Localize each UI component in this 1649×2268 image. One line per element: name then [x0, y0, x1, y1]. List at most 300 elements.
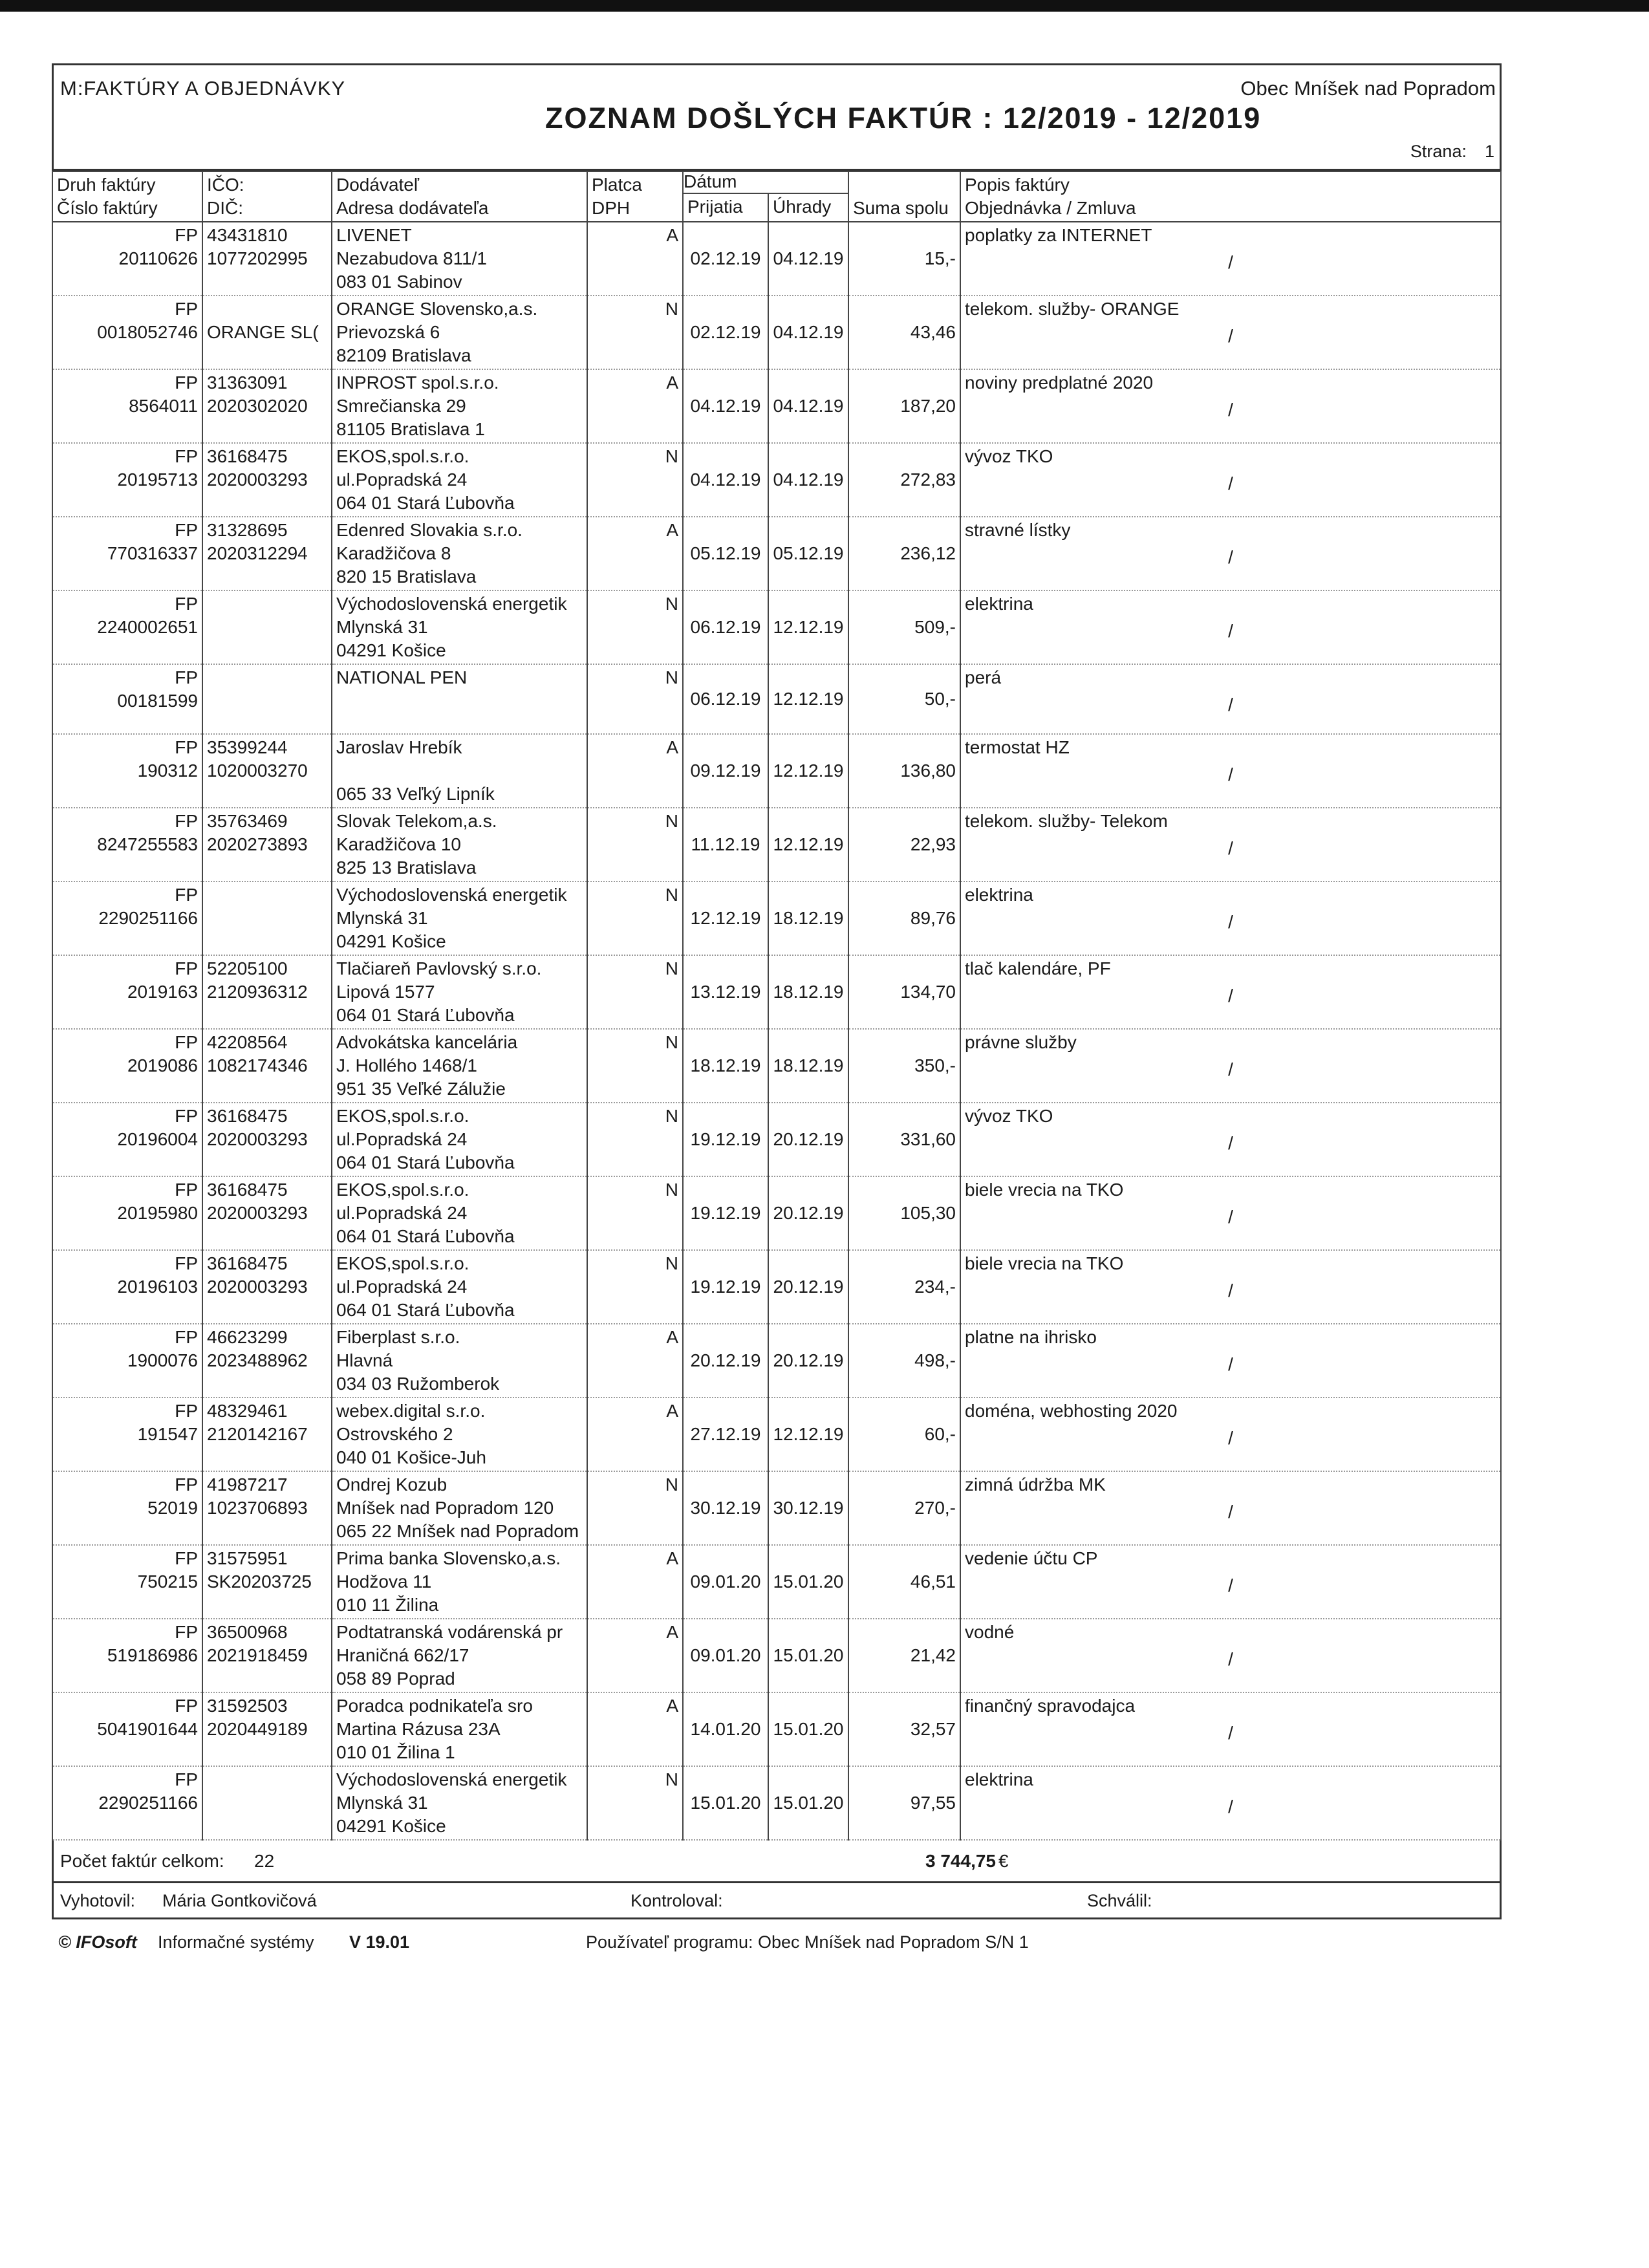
supplier-name: Ondrej Kozub: [336, 1474, 447, 1495]
description-text: perá: [965, 667, 1002, 687]
invoice-type: FP: [175, 299, 198, 319]
table-row: [52, 664, 1501, 734]
supplier-address-line: J. Hollého 1468/1: [336, 1055, 477, 1075]
supplier-name: Tlačiareň Pavlovský s.r.o.: [336, 958, 542, 978]
col-ico: IČO:: [207, 175, 244, 195]
col-vat: Platca DPH: [587, 171, 683, 222]
description-text: vývoz TKO: [965, 1106, 1053, 1126]
supplier-postal-line: 064 01 Stará Ľubovňa: [336, 1226, 515, 1246]
supplier-ico: 35763469: [207, 811, 288, 831]
supplier-name: webex.digital s.r.o.: [336, 1401, 486, 1421]
order-reference: /: [1228, 1575, 1233, 1595]
supplier-name: Východoslovenská energetik: [336, 594, 567, 614]
vat-payer: N: [587, 296, 683, 369]
table-row: [52, 1250, 1501, 1324]
supplier-ico: 48329461: [207, 1401, 288, 1421]
vat-payer: N: [587, 1471, 683, 1545]
supplier-address-line: ul.Popradská 24: [336, 1129, 468, 1149]
table-row: [52, 369, 1501, 443]
invoice-number: 2290251166: [98, 908, 198, 928]
supplier-dic: 2020302020: [207, 396, 308, 416]
supplier-address-line: Nezabudova 811/1: [336, 248, 487, 268]
date-paid: 12.12.19: [768, 664, 848, 734]
date-paid: 18.12.19: [768, 955, 848, 1029]
supplier-dic: 2021918459: [207, 1645, 308, 1665]
supplier-ids: [202, 881, 332, 955]
order-reference: /: [1228, 252, 1233, 272]
supplier-postal-line: 064 01 Stará Ľubovňa: [336, 1300, 515, 1320]
invoice-description: [960, 955, 1501, 1029]
vat-payer: A: [587, 1545, 683, 1619]
description-text: vodné: [965, 1622, 1015, 1642]
invoice-sum: 236,12: [848, 517, 960, 590]
invoice-type: FP: [175, 1032, 198, 1052]
supplier-dic: 1077202995: [207, 248, 308, 268]
copyright: © IFOsoft: [58, 1932, 137, 1952]
date-paid: 04.12.19: [768, 222, 848, 296]
description-text: biele vrecia na TKO: [965, 1180, 1124, 1200]
supplier-ids: [202, 1692, 332, 1766]
invoice-type-number: [52, 517, 202, 590]
supplier-ids: [202, 517, 332, 590]
table-row: [52, 1324, 1501, 1398]
invoice-description: [960, 1619, 1501, 1692]
invoice-type-number: [52, 1545, 202, 1619]
supplier-postal-line: 065 22 Mníšek nad Popradom: [336, 1521, 579, 1541]
supplier-address-line: Hodžova 11: [336, 1571, 432, 1592]
vat-payer: N: [587, 1250, 683, 1324]
invoice-sum: 46,51: [848, 1545, 960, 1619]
supplier-info: [332, 369, 587, 443]
table-row: [52, 1471, 1501, 1545]
supplier-info: [332, 517, 587, 590]
supplier-info: [332, 1103, 587, 1176]
date-received: 02.12.19: [683, 222, 768, 296]
date-paid: 12.12.19: [768, 734, 848, 808]
description-text: tlač kalendáre, PF: [965, 958, 1111, 978]
supplier-name: INPROST spol.s.r.o.: [336, 373, 499, 393]
invoice-description: [960, 1103, 1501, 1176]
supplier-address-line: Prievozská 6: [336, 322, 440, 342]
date-paid: 20.12.19: [768, 1324, 848, 1398]
description-text: platne na ihrisko: [965, 1327, 1097, 1347]
supplier-info: [332, 1545, 587, 1619]
date-received: 14.01.20: [683, 1692, 768, 1766]
col-order: Objednávka / Zmluva: [965, 198, 1136, 218]
invoice-number: 2019163: [127, 982, 198, 1002]
supplier-address-line: Lipová 1577: [336, 982, 435, 1002]
order-reference: /: [1228, 1649, 1233, 1669]
supplier-ico: 42208564: [207, 1032, 288, 1052]
table-row: [52, 222, 1501, 296]
supplier-ids: [202, 1766, 332, 1840]
table-header-row: [52, 171, 1501, 193]
invoice-type: FP: [175, 446, 198, 466]
invoice-number: 20110626: [118, 248, 198, 268]
supplier-address-line: [336, 689, 583, 713]
invoice-type: FP: [175, 1327, 198, 1347]
supplier-ico: 41987217: [207, 1474, 288, 1495]
supplier-ids: [202, 1029, 332, 1103]
description-text: biele vrecia na TKO: [965, 1253, 1124, 1273]
table-row: [52, 1766, 1501, 1840]
supplier-postal-line: 064 01 Stará Ľubovňa: [336, 493, 515, 513]
table-row: [52, 296, 1501, 369]
supplier-name: Edenred Slovakia s.r.o.: [336, 520, 523, 540]
date-received: 09.01.20: [683, 1545, 768, 1619]
description-text: vývoz TKO: [965, 446, 1053, 466]
supplier-postal-line: 065 33 Veľký Lipník: [336, 784, 495, 804]
description-text: poplatky za INTERNET: [965, 225, 1152, 245]
supplier-ids: [202, 222, 332, 296]
invoice-sum: 272,83: [848, 443, 960, 517]
supplier-dic: 1082174346: [207, 1055, 308, 1075]
supplier-ids: [202, 1324, 332, 1398]
page-indicator: [1410, 142, 1494, 162]
invoice-description: [960, 590, 1501, 664]
invoice-description: [960, 1250, 1501, 1324]
invoice-description: [960, 1471, 1501, 1545]
supplier-info: [332, 590, 587, 664]
supplier-dic: 2023488962: [207, 1350, 308, 1370]
vat-payer: N: [587, 664, 683, 734]
supplier-postal-line: 010 11 Žilina: [336, 1595, 439, 1615]
date-paid: 12.12.19: [768, 590, 848, 664]
supplier-ids: [202, 1471, 332, 1545]
invoice-sum: 270,-: [848, 1471, 960, 1545]
vat-payer: A: [587, 517, 683, 590]
vat-payer: A: [587, 1619, 683, 1692]
invoice-type-number: [52, 1029, 202, 1103]
supplier-ids: [202, 1176, 332, 1250]
date-paid: 15.01.20: [768, 1619, 848, 1692]
invoice-type: FP: [175, 811, 198, 831]
col-date: Dátum: [683, 171, 848, 193]
supplier-name: Poradca podnikateľa sro: [336, 1696, 533, 1716]
order-reference: /: [1228, 764, 1233, 784]
order-reference: /: [1228, 547, 1233, 567]
invoice-number: 52019: [147, 1498, 198, 1518]
invoice-sum: 60,-: [848, 1398, 960, 1471]
table-row: [52, 1398, 1501, 1471]
supplier-name: LIVENET: [336, 225, 412, 245]
description-text: zimná údržba MK: [965, 1474, 1106, 1495]
supplier-address-line: Mlynská 31: [336, 617, 428, 637]
supplier-dic: SK20203725: [207, 1571, 312, 1592]
invoice-number: 8247255583: [97, 834, 198, 854]
col-desc: Popis faktúry: [965, 175, 1070, 195]
date-paid: 04.12.19: [768, 443, 848, 517]
invoice-type-number: [52, 443, 202, 517]
supplier-address-line: Mlynská 31: [336, 908, 428, 928]
supplier-ico: 43431810: [207, 225, 288, 245]
table-row: [52, 1029, 1501, 1103]
invoice-number: 5041901644: [97, 1719, 198, 1739]
supplier-postal-line: 058 89 Poprad: [336, 1669, 455, 1689]
supplier-name: Východoslovenská energetik: [336, 885, 567, 905]
invoice-type: FP: [175, 1622, 198, 1642]
supplier-ids: [202, 369, 332, 443]
supplier-name: Jaroslav Hrebík: [336, 737, 462, 757]
col-sum: Suma spolu: [848, 171, 960, 222]
supplier-ids: [202, 590, 332, 664]
supplier-ids: [202, 1103, 332, 1176]
supplier-info: [332, 881, 587, 955]
vat-payer: N: [587, 590, 683, 664]
supplier-postal-line: 064 01 Stará Ľubovňa: [336, 1152, 515, 1172]
invoice-type: FP: [175, 667, 198, 687]
invoice-description: [960, 664, 1501, 734]
date-received: 19.12.19: [683, 1103, 768, 1176]
invoice-type-number: [52, 1103, 202, 1176]
date-received: 13.12.19: [683, 955, 768, 1029]
supplier-dic: ORANGE SL(: [207, 322, 319, 342]
supplier-name: Advokátska kancelária: [336, 1032, 518, 1052]
invoice-number: 0018052746: [97, 322, 198, 342]
invoice-sum: 43,46: [848, 296, 960, 369]
order-reference: /: [1228, 1797, 1233, 1817]
order-reference: /: [1228, 695, 1233, 715]
supplier-ico: 36168475: [207, 1106, 288, 1126]
scan-edge: [0, 0, 1649, 12]
invoice-sum: 97,55: [848, 1766, 960, 1840]
invoice-sum: 331,60: [848, 1103, 960, 1176]
description-text: noviny predplatné 2020: [965, 373, 1154, 393]
supplier-ico: 31592503: [207, 1696, 288, 1716]
module-name: M:FAKTÚRY A OBJEDNÁVKY: [60, 77, 346, 100]
invoice-description: [960, 881, 1501, 955]
invoice-type-number: [52, 955, 202, 1029]
invoice-number: 20196004: [117, 1129, 198, 1149]
supplier-info: [332, 1766, 587, 1840]
supplier-info: [332, 664, 587, 734]
supplier-ico: [207, 666, 327, 689]
supplier-address-line: Hlavná: [336, 1350, 393, 1370]
supplier-info: [332, 1398, 587, 1471]
table-row: [52, 955, 1501, 1029]
invoice-type-number: [52, 1471, 202, 1545]
order-reference: /: [1228, 1207, 1233, 1227]
order-reference: /: [1228, 986, 1233, 1006]
report-header: [52, 63, 1502, 171]
invoice-description: [960, 443, 1501, 517]
date-paid: 05.12.19: [768, 517, 848, 590]
invoice-number: 8564011: [129, 396, 198, 416]
date-received: 15.01.20: [683, 1766, 768, 1840]
supplier-name: Slovak Telekom,a.s.: [336, 811, 497, 831]
supplier-name: EKOS,spol.s.r.o.: [336, 1180, 469, 1200]
supplier-name: EKOS,spol.s.r.o.: [336, 446, 469, 466]
supplier-ico: 36168475: [207, 1180, 288, 1200]
supplier-dic: 2020449189: [207, 1719, 308, 1739]
invoice-type-number: [52, 1766, 202, 1840]
supplier-postal-line: 81105 Bratislava 1: [336, 419, 485, 439]
invoice-sum: 350,-: [848, 1029, 960, 1103]
supplier-info: [332, 734, 587, 808]
invoice-description: [960, 517, 1501, 590]
supplier-ico: 35399244: [207, 737, 288, 757]
vat-payer: N: [587, 1103, 683, 1176]
prepared-name: Mária Gontkovičová: [162, 1891, 317, 1910]
date-received: 05.12.19: [683, 517, 768, 590]
supplier-info: [332, 296, 587, 369]
supplier-ico: 36168475: [207, 446, 288, 466]
supplier-dic: 2020003293: [207, 1129, 308, 1149]
date-paid: 12.12.19: [768, 808, 848, 881]
date-paid: 04.12.19: [768, 369, 848, 443]
supplier-name: NATIONAL PEN: [336, 667, 468, 687]
description-text: elektrina: [965, 1769, 1033, 1789]
grand-total-value: 3 744,75: [925, 1850, 996, 1871]
description-text: vedenie účtu CP: [965, 1548, 1098, 1568]
invoice-description: [960, 369, 1501, 443]
order-reference: /: [1228, 1280, 1233, 1301]
invoice-number: 191547: [137, 1424, 198, 1444]
description-text: elektrina: [965, 594, 1033, 614]
table-row: [52, 1545, 1501, 1619]
description-text: doména, webhosting 2020: [965, 1401, 1178, 1421]
date-paid: 18.12.19: [768, 881, 848, 955]
supplier-dic: 1020003270: [207, 761, 308, 781]
invoice-number: 2240002651: [97, 617, 198, 637]
table-row: [52, 443, 1501, 517]
date-received: 30.12.19: [683, 1471, 768, 1545]
product-version: V 19.01: [349, 1932, 410, 1952]
supplier-postal-line: 04291 Košice: [336, 931, 446, 951]
checked-label: Kontroloval:: [630, 1891, 723, 1910]
supplier-ico: 36500968: [207, 1622, 288, 1642]
supplier-postal-line: 04291 Košice: [336, 640, 446, 660]
date-received: 09.12.19: [683, 734, 768, 808]
description-text: telekom. služby- Telekom: [965, 811, 1168, 831]
date-received: 09.01.20: [683, 1619, 768, 1692]
supplier-name: Prima banka Slovensko,a.s.: [336, 1548, 561, 1568]
vat-payer: A: [587, 734, 683, 808]
invoice-sum: 22,93: [848, 808, 960, 881]
supplier-info: [332, 222, 587, 296]
table-row: [52, 1619, 1501, 1692]
supplier-ids: [202, 1545, 332, 1619]
supplier-dic: 2020003293: [207, 470, 308, 490]
col-type-number: [52, 171, 202, 222]
invoice-number: 20195980: [117, 1203, 198, 1223]
invoice-description: [960, 808, 1501, 881]
supplier-info: [332, 955, 587, 1029]
col-type: Druh faktúry: [57, 175, 156, 195]
supplier-postal-line: 010 01 Žilina 1: [336, 1742, 455, 1762]
invoice-type: FP: [175, 1253, 198, 1273]
supplier-address-line: [336, 759, 583, 783]
description-text: telekom. služby- ORANGE: [965, 299, 1180, 319]
invoice-description: [960, 1692, 1501, 1766]
vat-payer: N: [587, 1176, 683, 1250]
table-row: [52, 1692, 1501, 1766]
supplier-address-line: Karadžičova 8: [336, 543, 451, 563]
order-reference: /: [1228, 400, 1233, 420]
invoice-type-number: [52, 664, 202, 734]
supplier-postal-line: 083 01 Sabinov: [336, 272, 462, 292]
order-reference: /: [1228, 838, 1233, 858]
order-reference: /: [1228, 1723, 1233, 1743]
organization-name: Obec Mníšek nad Popradom: [1240, 77, 1496, 100]
date-received: 11.12.19: [683, 808, 768, 881]
vat-payer: N: [587, 808, 683, 881]
invoice-sum: 21,42: [848, 1619, 960, 1692]
supplier-ids: [202, 296, 332, 369]
order-reference: /: [1228, 912, 1233, 932]
invoice-type-number: [52, 734, 202, 808]
invoice-type: FP: [175, 1474, 198, 1495]
supplier-address-line: ul.Popradská 24: [336, 1277, 468, 1297]
invoice-number: 20195713: [117, 470, 198, 490]
supplier-ico: [207, 883, 327, 907]
date-received: 02.12.19: [683, 296, 768, 369]
report-title: ZOZNAM DOŠLÝCH FAKTÚR : 12/2019 - 12/2019: [545, 102, 1262, 135]
invoice-description: [960, 222, 1501, 296]
vat-payer: N: [587, 1029, 683, 1103]
date-paid: 30.12.19: [768, 1471, 848, 1545]
supplier-postal-line: 064 01 Stará Ľubovňa: [336, 1005, 515, 1025]
vat-payer: N: [587, 881, 683, 955]
supplier-address-line: Ostrovského 2: [336, 1424, 453, 1444]
table-row: [52, 590, 1501, 664]
supplier-info: [332, 1029, 587, 1103]
supplier-dic: 1023706893: [207, 1498, 308, 1518]
supplier-ico: [207, 297, 327, 321]
table-row: [52, 734, 1501, 808]
date-paid: 20.12.19: [768, 1103, 848, 1176]
invoice-number: 1900076: [127, 1350, 198, 1370]
description-text: termostat HZ: [965, 737, 1070, 757]
supplier-ico: 52205100: [207, 958, 288, 978]
count-label: Počet faktúr celkom:: [60, 1850, 224, 1871]
col-number: Číslo faktúry: [57, 198, 158, 218]
supplier-ids: [202, 1619, 332, 1692]
supplier-name: Podtatranská vodárenská pr: [336, 1622, 563, 1642]
invoice-sum: 498,-: [848, 1324, 960, 1398]
supplier-postal-line: 034 03 Ružomberok: [336, 1374, 500, 1394]
supplier-address-line: ul.Popradská 24: [336, 470, 468, 490]
invoice-type: FP: [175, 520, 198, 540]
supplier-dic: 2020273893: [207, 834, 308, 854]
supplier-ico: 31363091: [207, 373, 288, 393]
col-description: [960, 171, 1501, 222]
invoice-type: FP: [175, 1696, 198, 1716]
vat-payer: A: [587, 1398, 683, 1471]
supplier-info: [332, 1471, 587, 1545]
col-dic: DIČ:: [207, 198, 243, 218]
supplier-ids: [202, 664, 332, 734]
supplier-ids: [202, 955, 332, 1029]
approved-label: Schválil:: [1087, 1891, 1152, 1910]
invoice-type-number: [52, 881, 202, 955]
invoice-rows: [52, 222, 1501, 1840]
invoice-description: [960, 734, 1501, 808]
invoice-type-number: [52, 296, 202, 369]
date-paid: 12.12.19: [768, 1398, 848, 1471]
invoice-type-number: [52, 1250, 202, 1324]
vat-payer: N: [587, 1766, 683, 1840]
grand-total: [925, 1851, 1009, 1872]
table-row: [52, 881, 1501, 955]
col-received: Prijatia: [683, 193, 768, 222]
description-text: finančný spravodajca: [965, 1696, 1136, 1716]
program-user: Používateľ programu: Obec Mníšek nad Popradom S/N 1: [586, 1932, 1029, 1952]
invoice-number: 519186986: [107, 1645, 198, 1665]
totals-bar: [52, 1841, 1502, 1883]
invoice-report: [52, 63, 1502, 1958]
invoice-type: FP: [175, 1548, 198, 1568]
